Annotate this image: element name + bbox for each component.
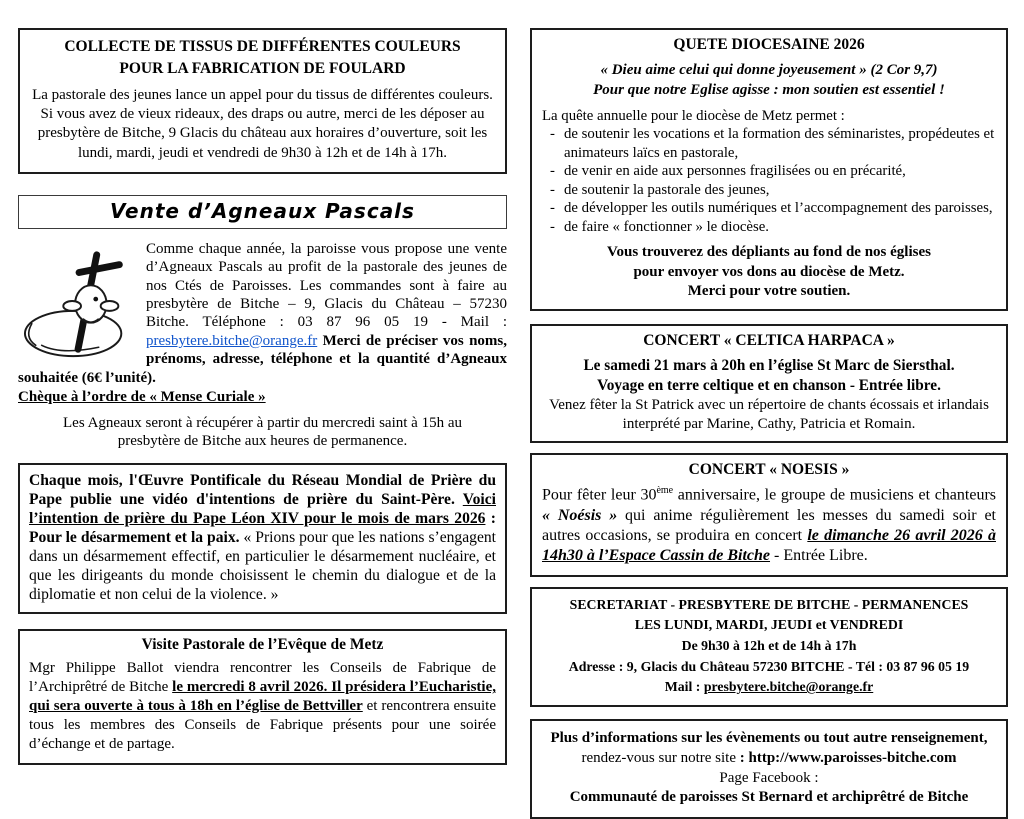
quete-subtitle-line1: « Dieu aime celui qui donne joyeusement » (2 Cor 9,7) xyxy=(600,62,938,78)
collecte-title-line1: COLLECTE DE TISSUS DE DIFFÉRENTES COULEURS xyxy=(64,38,461,55)
list-item xyxy=(542,218,996,236)
quete-bullet-0: de soutenir les vocations et la formation des séminaristes, propédeutes et animateurs laïcs en pastorale, xyxy=(564,126,995,161)
quete-footer-line2: pour envoyer vos dons au diocèse de Metz. xyxy=(633,263,905,280)
noesis-superscript: ème xyxy=(656,485,674,497)
section-intention-priere xyxy=(18,463,507,614)
vente-email-link[interactable]: presbytere.bitche@orange.fr xyxy=(146,332,318,349)
collecte-body: La pastorale des jeunes lance un appel pour du tissus de différentes couleurs. Si vous avez de vieux rideaux, des draps ou autre, merci de les déposer au presbytère de Bitche, 9 Glacis du château aux horaires d’ouverture, soit les lundi, mardi, jeudi et vendredi de 9h30 à 12h et de 14h à 17h. xyxy=(32,86,493,161)
infos-line2 xyxy=(540,749,998,769)
quete-bullet-2: de soutenir la pastorale des jeunes, xyxy=(564,181,770,198)
section-concert-celtica xyxy=(530,324,1008,443)
section-vente-agneaux-title-box xyxy=(18,195,507,229)
lamb-with-cross-image xyxy=(22,242,140,364)
secretariat-hours: De 9h30 à 12h et de 14h à 17h xyxy=(681,637,857,653)
quete-footer xyxy=(542,243,996,302)
priere-bold-theme: : Pour le désarmement et la paix. xyxy=(29,510,496,547)
visite-underlined-date: le mercredi 8 avril 2026. Il présidera l’Eucharistie, qui sera ouverte à tous à 18h en l’église de Bettviller xyxy=(29,679,496,715)
quete-title: QUETE DIOCESAINE 2026 xyxy=(673,36,865,53)
secretariat-email-link[interactable]: presbytere.bitche@orange.fr xyxy=(703,679,874,695)
bullet-dash: - xyxy=(550,218,555,235)
visite-text-1: Mgr Philippe Ballot viendra rencontrer les Conseils de Fabrique de l’Archiprêtré de Bitche xyxy=(29,660,496,696)
vente-agneaux-title: Vente d’Agneaux Pascals xyxy=(110,198,415,223)
celtica-theme-line: Voyage en terre celtique et en chanson - Entrée libre. xyxy=(597,376,941,394)
section-visite-pastorale xyxy=(18,629,507,764)
noesis-text-1: Pour fêter leur 30 xyxy=(542,486,657,504)
vente-cheque-note: Chèque à l’ordre de « Mense Curiale » xyxy=(18,389,266,406)
noesis-body xyxy=(542,485,996,567)
priere-bold-intro: Chaque mois, l'Œuvre Pontificale du Réseau Mondial de Prière du Pape publie une vidéo d'intentions de prière du Saint-Père. xyxy=(29,472,496,509)
quete-footer-line3: Merci pour votre soutien. xyxy=(687,283,851,300)
bullet-dash: - xyxy=(550,163,555,180)
celtica-date-line: Le samedi 21 mars à 20h en l’église St Marc de Siersthal. xyxy=(583,356,955,374)
bullet-dash: - xyxy=(550,126,555,143)
noesis-text-2: anniversaire, le groupe de musiciens et chanteurs xyxy=(673,486,997,504)
quete-bullet-1: de venir en aide aux personnes fragilisées ou en précarité, xyxy=(564,163,906,180)
intention-priere-paragraph xyxy=(29,471,496,604)
list-item xyxy=(542,125,996,162)
section-plus-infos xyxy=(530,719,1008,819)
right-column xyxy=(530,28,1008,819)
secretariat-mail-label: Mail : xyxy=(664,679,704,695)
section-concert-noesis xyxy=(530,453,1008,577)
quete-footer-line1: Vous trouverez des dépliants au fond de nos églises xyxy=(607,244,931,261)
vente-pickup-note: Les Agneaux seront à récupérer à partir du mercredi saint à 15h au presbytère de Bitche aux heures de permanence. xyxy=(63,414,462,450)
secretariat-title: SECRETARIAT - PRESBYTERE DE BITCHE - PERMANENCES xyxy=(569,596,969,612)
visite-body xyxy=(29,659,496,753)
vente-note-bold: Merci de préciser vos noms, prénoms, adresse, téléphone et la quantité d’Agneaux souhaitée (6€ l’unité). xyxy=(18,332,508,386)
left-column xyxy=(18,28,507,819)
secretariat-address-phone: Adresse : 9, Glacis du Château 57230 BITCHE - Tél : 03 87 96 05 19 xyxy=(568,658,970,674)
noesis-text-4: - Entrée Libre. xyxy=(770,547,868,565)
quete-subtitle-line2: Pour que notre Eglise agisse : mon soutien est essentiel ! xyxy=(593,81,945,98)
list-item xyxy=(542,199,996,217)
bullet-dash: - xyxy=(550,181,555,198)
list-item xyxy=(542,162,996,180)
quete-intro: La quête annuelle pour le diocèse de Metz permet : xyxy=(542,108,845,124)
celtica-title: CONCERT « CELTICA HARPACA » xyxy=(643,331,895,349)
list-item xyxy=(542,181,996,199)
section-secretariat xyxy=(530,587,1008,707)
section-vente-agneaux-body xyxy=(18,240,507,451)
vente-agneaux-text: Comme chaque année, la paroisse vous propose une vente d’Agneaux Pascals au profit de la pastorale des jeunes de nos Ctés de Paroisses. Les commandes sont à faire au presbytère de Bitche – 9, Glacis du Château – 57230 Bitche. Téléphone : 03 87 96 05 19 - Mail : xyxy=(146,240,507,331)
infos-site-url: : http://www.paroisses-bitche.com xyxy=(739,749,957,766)
celtica-description: Venez fêter la St Patrick avec un répertoire de chants écossais et irlandais interprété par Marine, Cathy, Patricia et Romain. xyxy=(549,396,989,432)
priere-quote: « Prions pour que les nations s’engagent dans un désarmement effectif, en particulier le désarmement nucléaire, et que les dirigeants du monde choisissent le chemin du dialogue et de la diplomatie et non celui de la violence. » xyxy=(29,529,496,604)
noesis-band-name: « Noésis » xyxy=(542,506,618,524)
section-quete-diocesaine xyxy=(530,28,1008,311)
bullet-dash: - xyxy=(550,200,555,217)
noesis-event-underlined: le dimanche 26 avril 2026 à 14h30 à l’Espace Cassin de Bitche xyxy=(542,526,996,565)
quete-subtitle xyxy=(542,61,996,100)
section-collecte-tissus xyxy=(18,28,507,174)
noesis-title: CONCERT « NOESIS » xyxy=(688,461,850,479)
secretariat-days: LES LUNDI, MARDI, JEUDI et VENDREDI xyxy=(634,617,904,633)
collecte-title-line2: POUR LA FABRICATION DE FOULARD xyxy=(119,60,406,78)
secretariat-mail-line xyxy=(540,677,998,698)
quete-bullet-4: de faire « fonctionner » le diocèse. xyxy=(564,218,770,235)
quete-bullet-list xyxy=(542,125,996,236)
infos-facebook-page: Communauté de paroisses St Bernard et archiprêtré de Bitche xyxy=(569,789,969,806)
quete-bullet-3: de développer les outils numériques et l’accompagnement des paroisses, xyxy=(564,200,993,217)
priere-underlined-intention: Voici l’intention de prière du Pape Léon XIV pour le mois de mars 2026 xyxy=(29,491,496,528)
visite-title: Visite Pastorale de l’Evêque de Metz xyxy=(141,636,384,654)
infos-site-label: rendez-vous sur notre site xyxy=(581,749,740,766)
noesis-text-3: qui anime régulièrement les messes du samedi soir et autres occasions, se produira en concert xyxy=(542,506,996,544)
infos-line1: Plus d’informations sur les évènements ou tout autre renseignement, xyxy=(550,730,988,747)
visite-text-2: et rencontrera ensuite tous les membres des Conseils de Fabrique présents pour une soirée d’échange et de partage. xyxy=(29,698,496,752)
infos-facebook-label: Page Facebook : xyxy=(719,769,819,786)
